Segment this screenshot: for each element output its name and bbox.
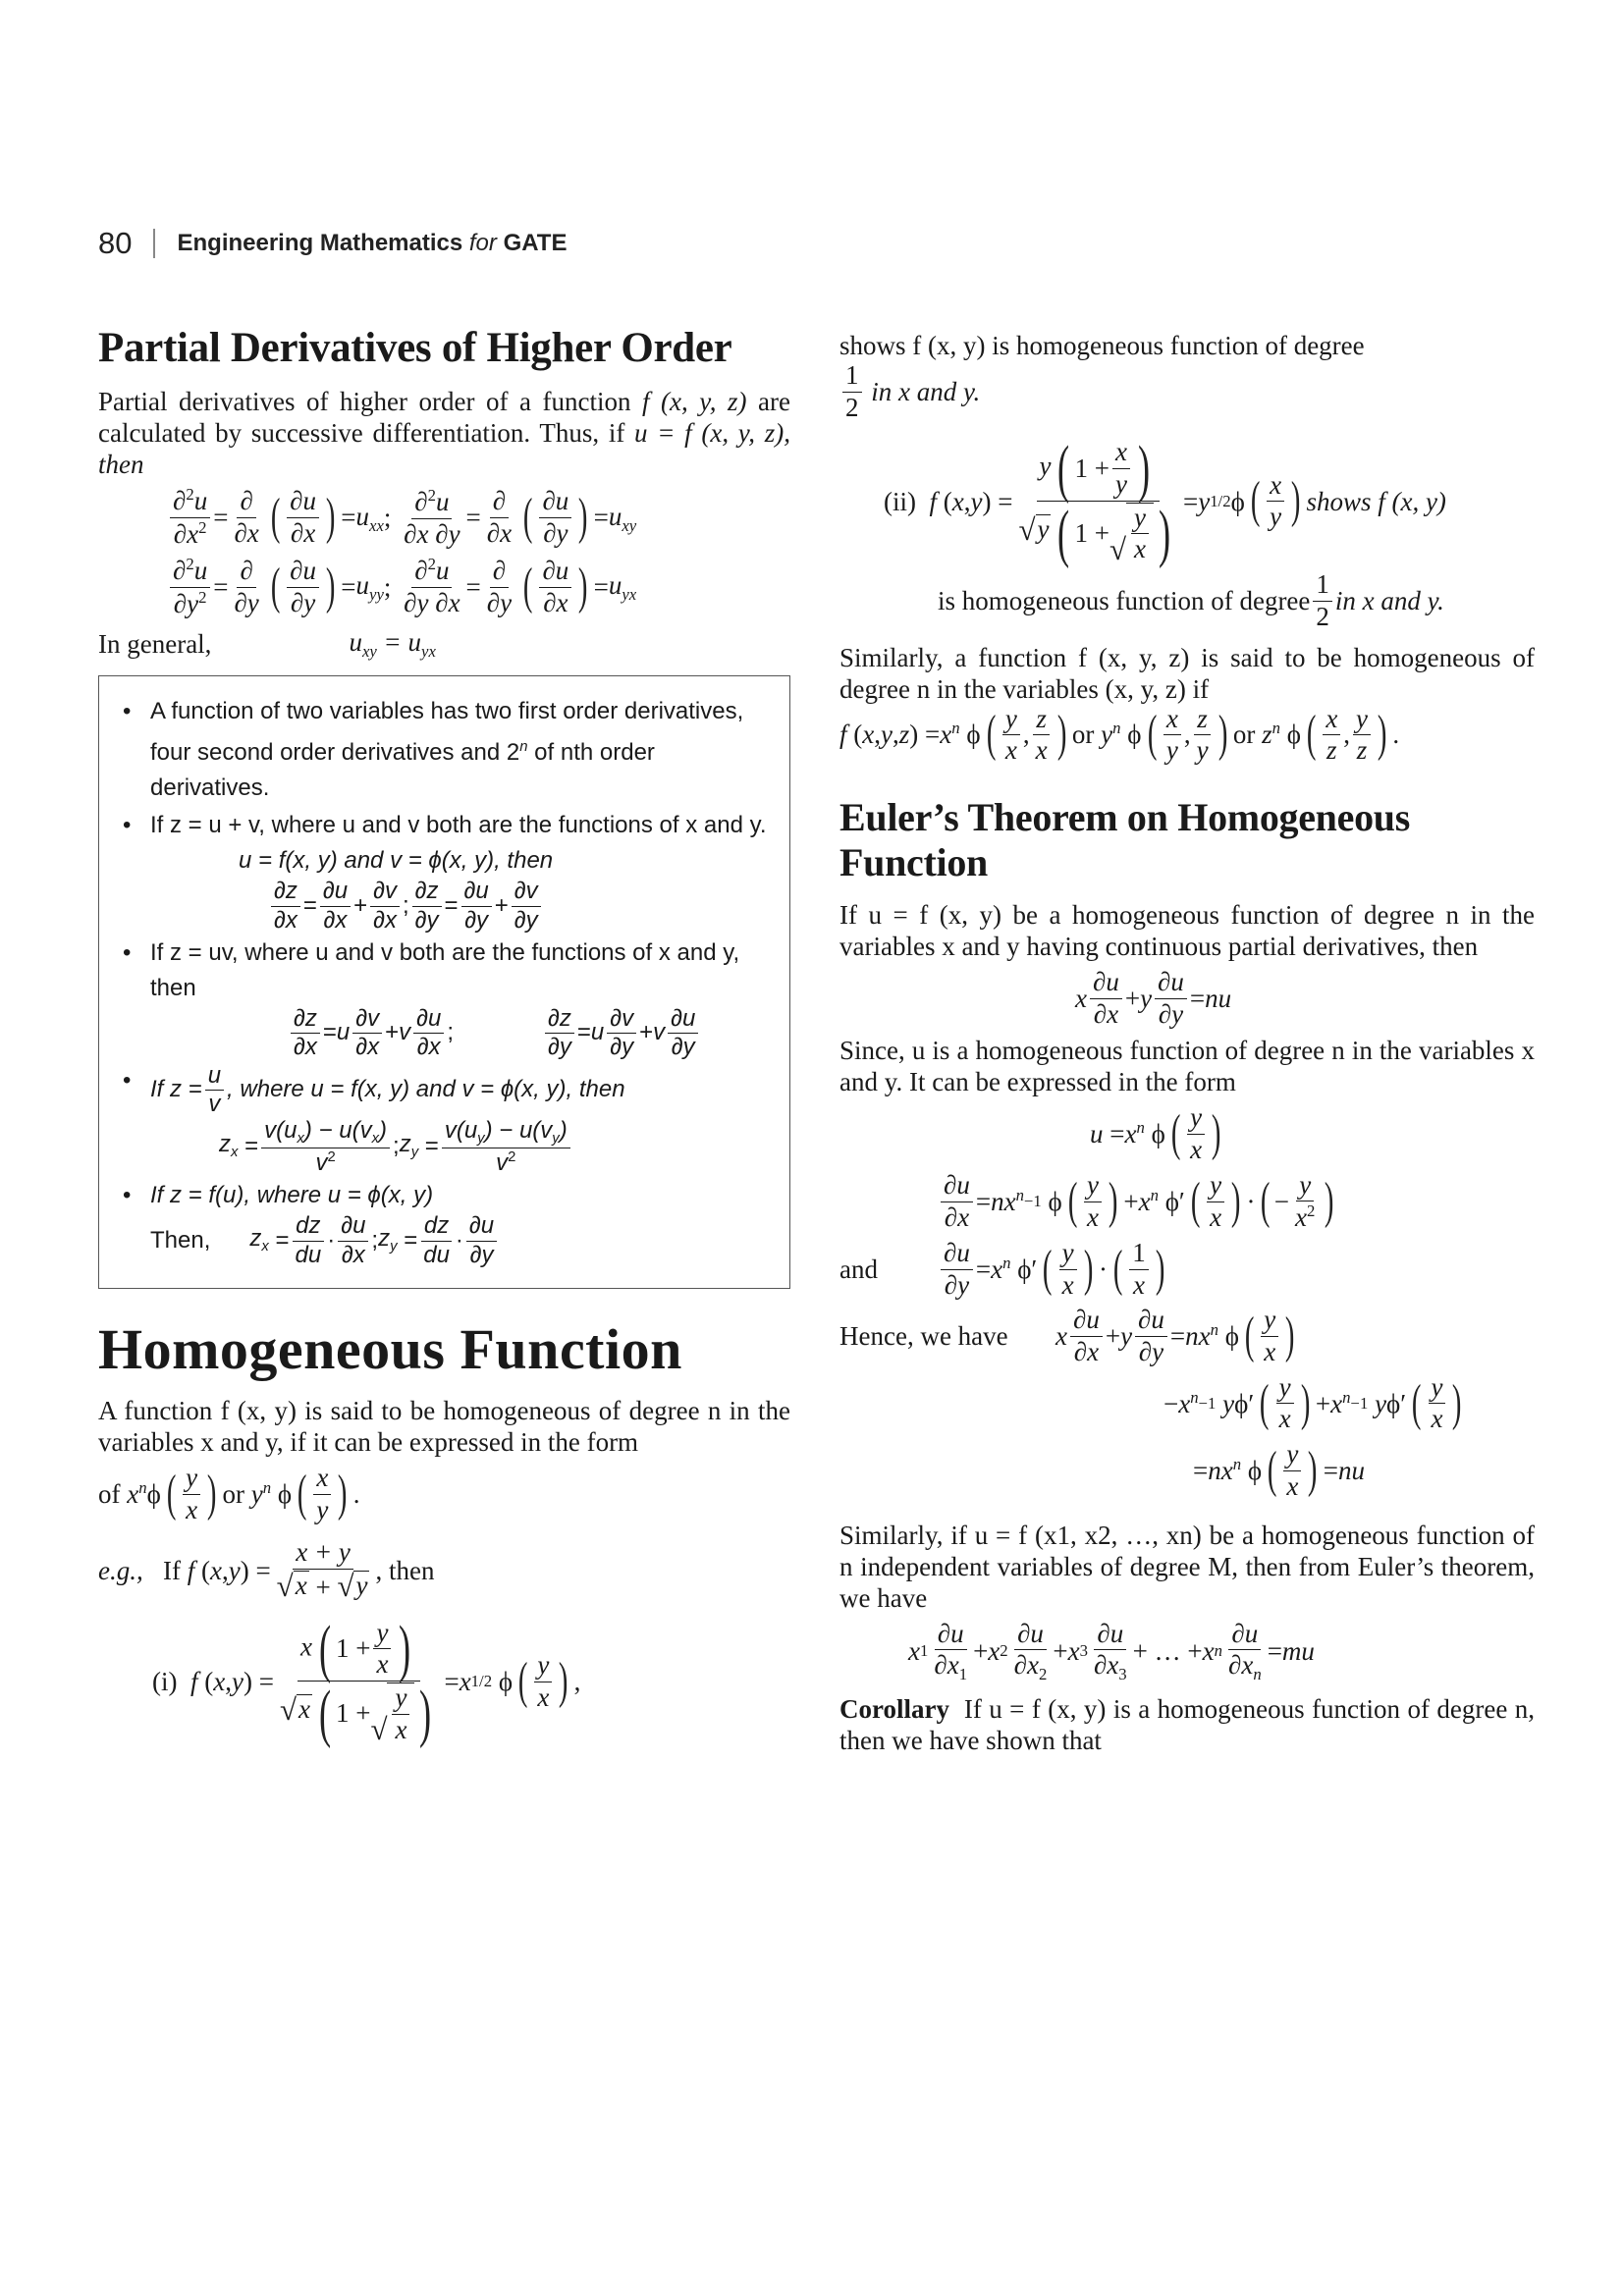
example-ii: (ii) f ( x , y ) = y ( 1 + $\frac{x}{y}$ ) √ y ( 1 + √ $\frac{y}{x}$ ) = y 1/2 ϕ ( $\frac{x}{y}$ ) shows f (x, y) xyxy=(884,432,1446,569)
paragraph-partial: Partial derivatives of higher order of a function f (x, y, z) are calculated by successive differentiation. Thus, if u = f (x, y, z), then xyxy=(98,387,791,480)
running-header xyxy=(98,226,567,261)
example-i: (i) f ( x , y ) = x ( 1 + $\frac{y}{x}$ ) √ x ( 1 + √ $\frac{y}{x}$ ) = x 1/2 ϕ ( $\frac{y}{x}$ ) , xyxy=(152,1613,581,1750)
degree-half-2: is homogeneous function of degree $\frac{1}{2}$ in x and y. xyxy=(938,569,1444,631)
homogeneous-forms: of $x^n$ ϕ ( $\frac{y}{x}$ ) or $y^n$ ϕ ( $\frac{x}{y}$ ) . xyxy=(98,1462,360,1524)
section-heading-partial: Partial Derivatives of Higher Order xyxy=(98,325,732,371)
list-item: • If z = $\frac{u}{v}$ , where u = f(x, y) and v = ϕ(x, y), then $z_x$ = $\frac{v(u_x) - u(v_x)}{v^2}$ ; $z_y$ = $\frac{v(u_y) - u(v_y)}{v^2}$ xyxy=(123,1061,625,1176)
notes-box xyxy=(98,675,790,1289)
shows-degree-half-1: shows f (x, y) is homogeneous function of degree xyxy=(839,331,1365,360)
euler-equation: x $\frac{\partial u}{\partial x}$ + y $\frac{\partial u}{\partial y}$ = nu xyxy=(1075,966,1232,1029)
du-dx: $\frac{\partial u}{\partial x}$ = $nx^n$ −1 ϕ ( $\frac{y}{x}$ ) + $x^n$ ϕ′ ( $\frac{y}{x}$ ) · ( − $\frac{y}{x^2}$ ) xyxy=(938,1171,1535,1233)
list-item: • If z = uv, where u and v both are the functions of x and y, then $\frac{\partial z}{\partial x}$ = u $\frac{\partial v}{\partial x}$ + v $\frac{\partial u}{\partial x}$ ; $\frac{\partial z}{\partial y}$ = u $\frac{\partial v}{\partial y}$ + v $\frac{\partial u}{\partial y}$ xyxy=(123,938,740,1061)
header-divider xyxy=(153,229,155,258)
equation-uxx-uxy: $\frac{\partial^2u}{\partial x^2}$ = $\frac{\partial}{\partial x}$ ( $\frac{\partial u}{\partial x}$ ) = $u_{xx}$ ; $\frac{\partial^2u}{\partial x \partial y}$ = $\frac{\partial}{\partial x}$ ( $\frac{\partial u}{\partial y}$ ) = $u_{xy}$ xyxy=(167,486,790,549)
paragraph-euler: If u = f (x, y) be a homogeneous function of degree n in the variables x and y having continuous partial derivatives, then xyxy=(839,899,1535,961)
euler-n-variables: x 1 $\frac{\partial u}{\partial x_1}$ + x 2 $\frac{\partial u}{\partial x_2}$ + x 3 $\frac{\partial u}{\partial x_3}$ + … + x n $\frac{\partial u}{\partial x_n}$ = mu xyxy=(908,1618,1315,1684)
hence-line-3: = $nx^n$ ϕ ( $\frac{y}{x}$ ) = nu xyxy=(1193,1439,1365,1501)
degree-half-1: $\frac{1}{2}$ in x and y. xyxy=(839,361,1535,422)
paragraph-homogeneous: A function f (x, y) is said to be homogeneous of degree n in the variables x and y, if it can be expressed in the form xyxy=(98,1395,790,1457)
du-dy: and $\frac{\partial u}{\partial y}$ = $x^n$ ϕ′ ( $\frac{y}{x}$ ) · ( $\frac{1}{x}$ ) xyxy=(839,1238,1165,1300)
example-definition: e.g., If f ( x , y ) = x + y √ x + √ y , then xyxy=(98,1537,435,1604)
paragraph-n-variables: Similarly, if u = f (x1, x2, …, xn) be a homogeneous function of n independent variables of degree M, then from Euler’s theorem, we have xyxy=(839,1520,1535,1613)
u-form: u = $x^n$ ϕ ( $\frac{y}{x}$ ) xyxy=(1090,1102,1221,1164)
hence-line-1: Hence, we have x $\frac{\partial u}{\partial x}$ + y $\frac{\partial u}{\partial y}$ = $nx^n$ ϕ ( $\frac{y}{x}$ ) xyxy=(839,1305,1295,1367)
paragraph-corollary: Corollary If u = f (x, y) is a homogeneous function of degree n, then we have shown that xyxy=(839,1694,1535,1756)
equation-uyy-uyx: $\frac{\partial^2u}{\partial y^2}$ = $\frac{\partial}{\partial y}$ ( $\frac{\partial u}{\partial y}$ ) = $u_{yy}$ ; $\frac{\partial^2u}{\partial y \partial x}$ = $\frac{\partial}{\partial y}$ ( $\frac{\partial u}{\partial x}$ ) = $u_{yx}$ xyxy=(167,556,790,618)
list-item: • If z = u + v, where u and v both are the functions of x and y. u = f(x, y) and v = ϕ(x, y), then $\frac{\partial z}{\partial x}$ = $\frac{\partial u}{\partial x}$ + $\frac{\partial v}{\partial x}$ ; $\frac{\partial z}{\partial y}$ = $\frac{\partial u}{\partial y}$ + $\frac{\partial v}{\partial y}$ xyxy=(123,812,767,934)
in-general-line: In general, $u_{xy} = u_{yx}$ xyxy=(98,627,436,662)
list-item: • If z = f(u), where u = ϕ(x, y) Then, $z_x$ = $\frac{dz}{du}$ · $\frac{\partial u}{\partial x}$ ; $z_y$ = $\frac{dz}{du}$ · $\frac{\partial u}{\partial y}$ xyxy=(123,1178,774,1268)
running-title: Engineering Mathematics for GATE xyxy=(177,230,568,256)
three-variable-forms: f ( x , y , z ) = $x^n$ ϕ ( $\frac{y}{x}$ , $\frac{z}{x}$ ) or $y^n$ ϕ ( $\frac{x}{y}$ , $\frac{z}{y}$ ) or $z^n$ ϕ ( $\frac{x}{z}$ , $\frac{y}{z}$ ) . xyxy=(839,703,1400,766)
hence-line-2: − $x^n$ −1 y ϕ′ ( $\frac{y}{x}$ ) + $x^n$ −1 y ϕ′ ( $\frac{y}{x}$ ) xyxy=(1163,1371,1462,1434)
section-heading-euler: Euler’s Theorem on Homogeneous Function xyxy=(839,794,1410,884)
paragraph-three-variables: Similarly, a function f (x, y, z) is said to be homogeneous of degree n in the variables (x, y, z) if xyxy=(839,642,1535,704)
left-column xyxy=(98,324,790,1750)
section-heading-homogeneous: Homogeneous Function xyxy=(98,1317,682,1382)
list-item: • A function of two variables has two first order derivatives, four second order derivatives and 2$^n$ of nth order derivatives. xyxy=(123,698,744,802)
right-column xyxy=(839,330,1535,1756)
page-number: 80 xyxy=(98,226,133,260)
paragraph-since: Since, u is a homogeneous function of degree n in the variables x and y. It can be expressed in the form xyxy=(839,1036,1535,1097)
